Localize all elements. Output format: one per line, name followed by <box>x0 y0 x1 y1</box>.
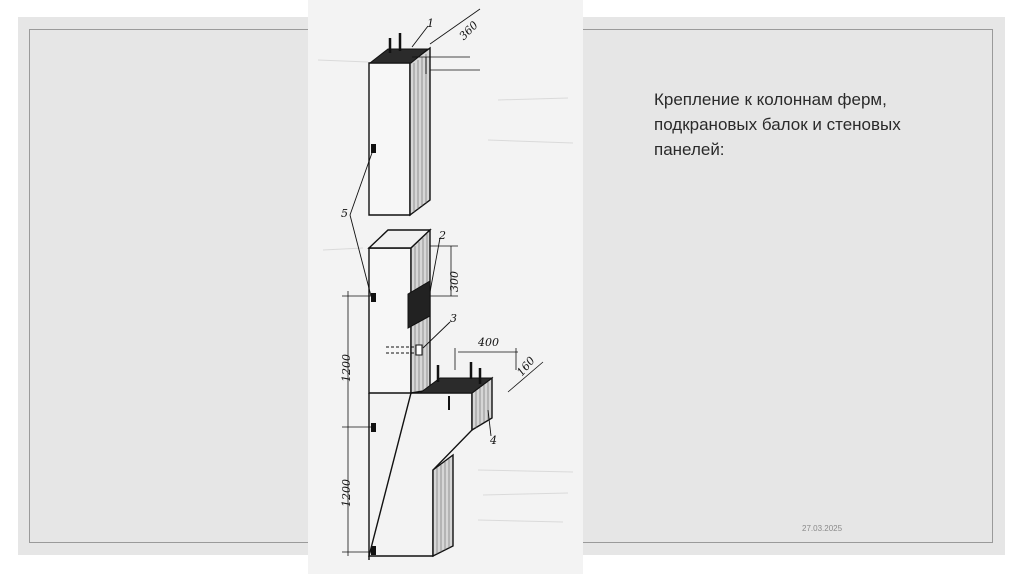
upper-insert <box>371 144 376 153</box>
lower-insert-1 <box>371 293 376 302</box>
callout-3: 3 <box>450 312 457 325</box>
callout-4: 4 <box>490 434 497 447</box>
crane-console <box>369 378 492 556</box>
dimension-400: 400 <box>478 336 499 349</box>
callout-1: 1 <box>427 17 434 30</box>
background-texture <box>318 60 573 522</box>
dimension-1200-upper: 1200 <box>340 354 353 382</box>
lower-insert-2 <box>371 423 376 432</box>
dimension-300: 300 <box>448 271 461 292</box>
dimension-360: 360 <box>456 18 481 43</box>
lower-column-segment <box>369 230 430 560</box>
lower-insert-3 <box>371 546 376 555</box>
callout-2: 2 <box>439 229 446 242</box>
column-embedded-parts-drawing <box>308 0 583 574</box>
upper-column-segment <box>369 48 430 215</box>
dimension-1200-lower: 1200 <box>340 479 353 507</box>
callout-5: 5 <box>341 207 348 220</box>
slide-title: Крепление к колоннам ферм, подкрановых балок и стеновых панелей: <box>654 90 901 159</box>
slide-date: 27.03.2025 <box>802 524 843 533</box>
dimension-160: 160 <box>514 354 538 379</box>
